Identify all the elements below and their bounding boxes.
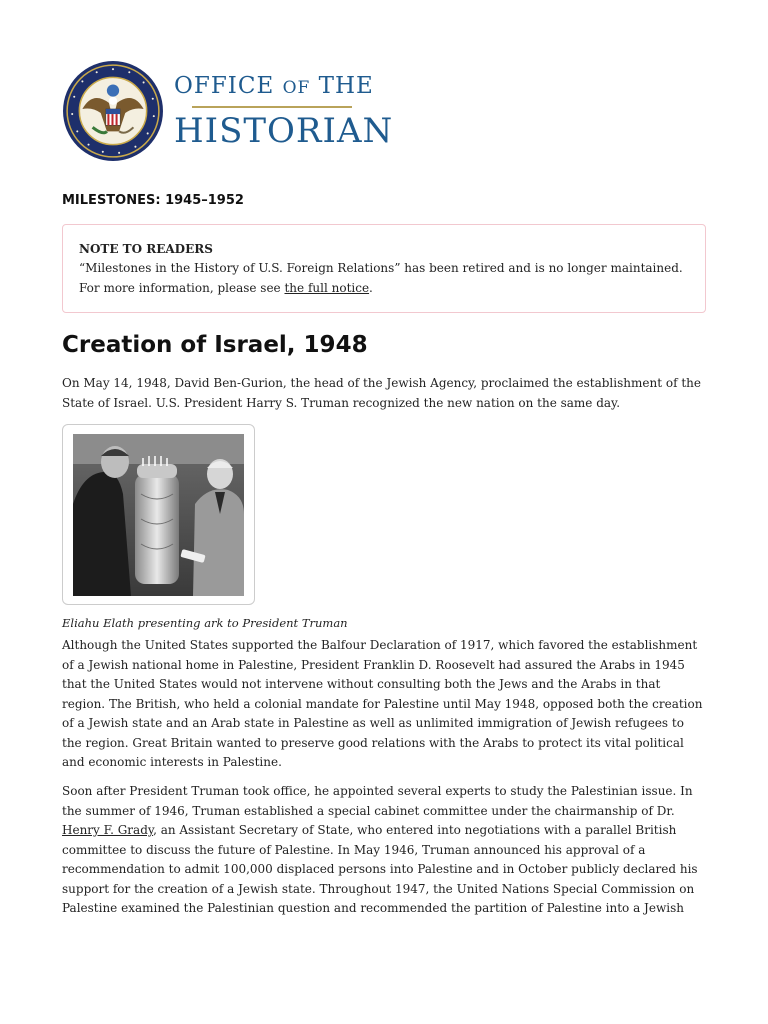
- wordmark-the: THE: [318, 73, 374, 99]
- photo-caption: Eliahu Elath presenting ark to President Truman: [62, 616, 348, 630]
- henry-f-grady-link[interactable]: Henry F. Grady: [62, 823, 154, 837]
- page-title: Creation of Israel, 1948: [62, 332, 368, 358]
- notice-line-2-end: .: [369, 281, 373, 295]
- wordmark-divider: [192, 106, 352, 108]
- body-paragraph-2: [62, 782, 707, 919]
- wordmark-office: OFFICE: [174, 73, 275, 99]
- full-notice-link[interactable]: the full notice: [284, 281, 370, 295]
- photo-figure[interactable]: [62, 424, 255, 605]
- notice-line-1: “Milestones in the History of U.S. Foreign Relations” has been retired and is no longer maintained.: [79, 261, 683, 275]
- note-to-readers-box: [62, 224, 706, 313]
- wordmark-top-line: [174, 72, 393, 102]
- site-header[interactable]: [62, 60, 393, 162]
- notice-title: NOTE TO READERS: [79, 242, 213, 256]
- wordmark-of: OF: [282, 78, 311, 98]
- department-of-state-seal-icon: [62, 60, 164, 162]
- notice-line-2: [79, 278, 689, 298]
- elath-truman-photo: [73, 434, 244, 596]
- notice-line-2-text: For more information, please see: [79, 281, 285, 295]
- section-breadcrumb[interactable]: MILESTONES: 1945–1952: [62, 193, 244, 208]
- paragraph-2-text-cont: , an Assistant Secretary of State, who entered into negotiations with a parallel British committee to discuss the future of Palestine. In May 1946, Truman announced his approval of a recommendation to admit 100,000 displaced persons into Palestine and in October publicly declared his support for the creation of a Jewish state. Throughout 1947, the United Nations Special Commission on Palestine examined the Palestinian question and recommended the partition of Palestine into a Jewish: [62, 823, 698, 915]
- wordmark-historian: HISTORIAN: [174, 111, 394, 151]
- office-of-the-historian-wordmark: [174, 72, 393, 150]
- body-paragraph-1: Although the United States supported the Balfour Declaration of 1917, which favored the establishment of a Jewish national home in Palestine, President Franklin D. Roosevelt had assured the Arabs in 1945 that the United States would not intervene without consulting both the Jews and the Arabs in that region. The British, who held a colonial mandate for Palestine until May 1948, opposed both the creation of a Jewish state and an Arab state in Palestine as well as unlimited immigration of Jewish refugees to the region. Great Britain wanted to preserve good relations with the Arabs to protect its vital political and economic interests in Palestine.: [62, 638, 703, 769]
- paragraph-2-text: Soon after President Truman took office, he appointed several experts to study the Palestinian issue. In the summer of 1946, Truman established a special cabinet committee under the chairmanship of Dr.: [62, 784, 693, 818]
- intro-paragraph: On May 14, 1948, David Ben-Gurion, the head of the Jewish Agency, proclaimed the establishment of the State of Israel. U.S. President Harry S. Truman recognized the new nation on the same day.: [62, 376, 701, 410]
